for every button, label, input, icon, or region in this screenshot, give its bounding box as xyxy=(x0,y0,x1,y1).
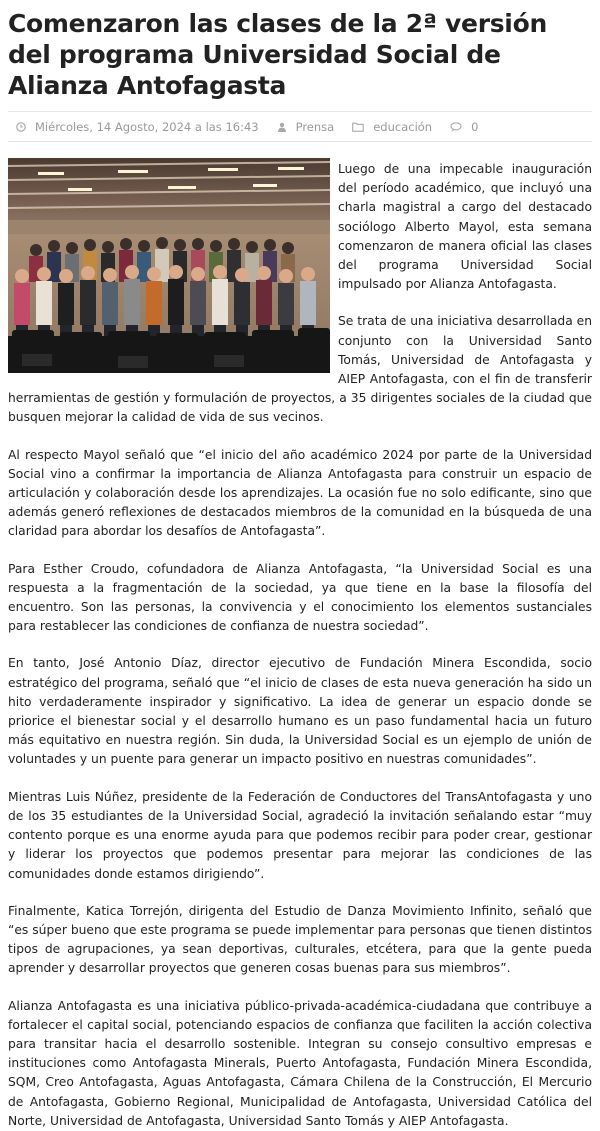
article-title: Comenzaron las clases de la 2ª versión del programa Universidad Social de Alianza Antofagasta xyxy=(8,9,547,100)
paragraph-5: En tanto, José Antonio Díaz, director ejecutivo de Fundación Minera Escondida, socio estratégico del programa, señaló que “el inicio de clases de esta nueva generación ha sido un hito verdaderamente inspirador y significativo. La idea de generar un espacio donde se priorice el bienestar social y el desarrollo humano es un paso fundamental hacia un futuro más equitativo en nuestra región. Sin duda, la Universidad Social es un ejemplo de unión de voluntades y un puente para generar un impacto positivo en nuestras comunidades”. xyxy=(8,656,592,767)
article-category-link[interactable]: educación xyxy=(373,120,433,134)
article-body xyxy=(8,160,592,1131)
user-icon xyxy=(277,122,287,132)
article-photo[interactable] xyxy=(8,158,330,373)
folder-icon xyxy=(352,122,364,132)
article-date: Miércoles, 14 Agosto, 2024 a las 16:43 xyxy=(35,120,259,134)
paragraph-7: Finalmente, Katica Torrejón, dirigenta del Estudio de Danza Movimiento Infinito, señaló que “es súper bueno que este programa se puede implementar para personas que tienen distintos tipos de agrupaciones, ya sean deportivas, culturales, etcétera, para que la gente pueda aprender y desarrollar proyectos que generen cosas buenas para sus miembros”. xyxy=(8,903,592,976)
article-meta xyxy=(8,111,592,142)
clock-icon xyxy=(16,122,26,132)
article-author-link[interactable]: Prensa xyxy=(295,120,335,134)
group-photo-icon xyxy=(8,158,330,373)
paragraph-4: Para Esther Croudo, cofundadora de Alianza Antofagasta, “la Universidad Social es una respuesta a la fragmentación de la sociedad, ya que tiene en la base la filosofía del encuentro. Son las personas, la convivencia y el conocimiento los elementos sustanciales para restablecer las condiciones de confianza de nuestra sociedad”. xyxy=(8,561,592,634)
paragraph-8: Alianza Antofagasta es una iniciativa público-privada-académica-ciudadana que contribuye a fortalecer el capital social, potenciando espacios de confianza que faciliten la acción colectiva para transitar hacia el desarrollo sostenible. Integran su consejo consultivo empresas e instituciones como Antofagasta Minerals, Puerto Antofagasta, Fundación Minera Escondida, SQM, Creo Antofagasta, Aguas Antofagasta, Cámara Chilena de la Construcción, El Mercurio de Antofagasta, Gobierno Regional, Municipalidad de Antofagasta, Universidad Católica del Norte, Universidad de Antofagasta, Universidad Santo Tomás y AIEP Antofagasta. xyxy=(8,998,592,1128)
paragraph-2: Se trata de una iniciativa desarrollada en conjunto con la Universidad Santo Tomás, Universidad de Antofagasta y AIEP Antofagasta, con el fin de transferir herramientas de gestión y formulación de proyectos, a 35 dirigentes sociales de la ciudad que busquen mejorar la calidad de vida de sus vecinos. xyxy=(8,314,593,425)
paragraph-3: Al respecto Mayol señaló que “el inicio del año académico 2024 por parte de la Universidad Social vino a confirmar la importancia de Alianza Antofagasta para construir un espacio de articulación y colaboración desde los aprendizajes. La ocasión fue no solo edificante, sino que además generó reflexiones de destacados miembros de la comunidad en la búsqueda de una claridad para abordar los desafíos de Antofagasta”. xyxy=(8,447,592,539)
article-comments-link[interactable]: 0 xyxy=(471,120,479,134)
comment-icon xyxy=(450,122,462,132)
paragraph-1: Luego de una impecable inauguración del período académico, que incluyó una charla magistral a cargo del destacado sociólogo Alberto Mayol, esta semana comenzaron de manera oficial las clases del programa Universidad Social impulsado por Alianza Antofagasta. xyxy=(338,162,592,292)
paragraph-6: Mientras Luis Núñez, presidente de la Federación de Conductores del TransAntofagasta y uno de los 35 estudiantes de la Universidad Social, agradeció la invitación señalando estar “muy contento porque es una enorme ayuda para que podemos recibir para poder crear, gestionar y liderar los proyectos que podemos presentar para mejorar las condiciones de las comunidades donde estamos dirigiendo”. xyxy=(8,789,592,881)
